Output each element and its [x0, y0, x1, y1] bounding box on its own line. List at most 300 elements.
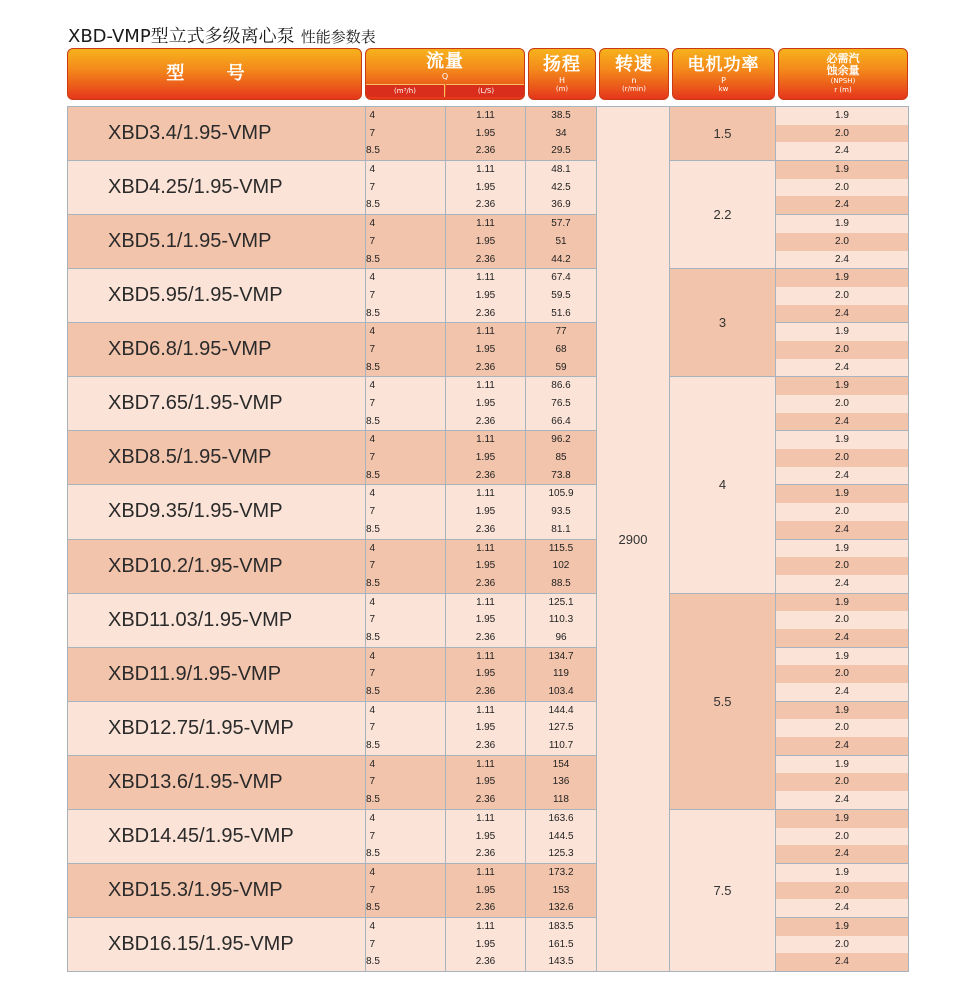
flow-ls-cell: [446, 755, 526, 809]
table-cell-value: 88.5: [551, 577, 571, 589]
table-cell-value: 2.4: [776, 305, 908, 323]
table-cell-value: 2.0: [776, 882, 908, 900]
table-cell-value: 8.5: [366, 686, 380, 697]
table-cell-value: 2.36: [475, 686, 496, 697]
table-cell-value: 1.95: [475, 938, 496, 950]
table-cell-value: 1.9: [776, 702, 908, 720]
flow-ls-cell: [446, 323, 526, 377]
table-cell-value: 7: [369, 343, 375, 355]
table-cell-value: 1.95: [475, 181, 496, 193]
table-cell-value: 154: [552, 758, 570, 770]
table-cell-value: 76.5: [551, 398, 571, 409]
flow-ls-cell: [446, 431, 526, 485]
table-cell-value: 1.11: [476, 596, 495, 608]
table-cell-value: 2.4: [776, 142, 908, 160]
table-cell-value: 118: [553, 794, 569, 806]
table-row: [68, 917, 909, 971]
table-cell-value: 1.95: [475, 668, 496, 680]
table-cell-value: 4: [369, 110, 375, 121]
table-cell-value: 7: [369, 398, 375, 409]
table-cell-value: 1.11: [476, 110, 495, 121]
table-cell-value: 2.4: [776, 953, 908, 971]
table-cell-value: 1.11: [476, 434, 495, 446]
header-npsh: [778, 48, 908, 100]
flow-m3h-cell: [366, 485, 446, 539]
table-cell-value: 125.3: [548, 848, 574, 860]
table-cell-value: 59.5: [551, 289, 571, 301]
table-cell-value: 1.95: [475, 506, 496, 518]
header-model: [67, 48, 362, 100]
model-name: XBD11.03/1.95-VMP: [68, 593, 366, 647]
table-cell-value: 102: [552, 560, 570, 572]
table-cell-value: 125.1: [548, 596, 574, 608]
table-cell-value: 173.2: [548, 866, 574, 878]
table-cell-value: 1.9: [776, 485, 908, 503]
table-cell-value: 4: [369, 920, 375, 932]
table-row: [68, 539, 909, 593]
npsh-cell: [776, 485, 909, 539]
table-row: [68, 593, 909, 647]
table-cell-value: 81.1: [551, 523, 571, 535]
model-name: XBD5.1/1.95-VMP: [68, 215, 366, 269]
header-head-label: 扬程: [543, 54, 581, 75]
table-cell-value: 2.36: [475, 848, 496, 860]
table-cell-value: 1.95: [475, 235, 496, 247]
header-flow: [365, 48, 525, 100]
flow-m3h-cell: [366, 269, 446, 323]
table-cell-value: 1.9: [776, 431, 908, 449]
table-cell-value: 183.5: [548, 920, 574, 932]
table-cell-value: 105.9: [548, 488, 574, 500]
table-cell-value: 4: [369, 542, 375, 554]
table-cell-value: 4: [369, 704, 375, 716]
power-cell: 7.5: [670, 809, 776, 971]
power-cell: 4: [670, 377, 776, 593]
npsh-cell: [776, 863, 909, 917]
table-cell-value: 2.36: [475, 145, 496, 157]
table-cell-value: 1.11: [476, 218, 495, 230]
table-cell-value: 7: [369, 830, 375, 842]
table-cell-value: 34: [555, 127, 567, 139]
flow-ls-cell: [446, 377, 526, 431]
table-cell-value: 8.5: [366, 794, 380, 806]
npsh-cell: [776, 323, 909, 377]
table-cell-value: 2.36: [475, 469, 496, 481]
header-power-label: 电机功率: [687, 55, 760, 75]
table-cell-value: 8.5: [366, 577, 380, 589]
table-cell-value: 66.4: [551, 415, 571, 427]
table-row: [68, 323, 909, 377]
table-cell-value: 1.9: [776, 864, 908, 882]
table-cell-value: 1.95: [475, 884, 496, 896]
table-cell-value: 7: [369, 938, 375, 950]
table-row: [68, 863, 909, 917]
table-cell-value: 7: [369, 452, 375, 464]
flow-m3h-cell: [366, 161, 446, 215]
table-cell-value: 68: [555, 343, 567, 355]
table-cell-value: 1.95: [475, 614, 496, 626]
table-cell-value: 2.36: [475, 307, 496, 319]
head-cell: [526, 323, 597, 377]
header-head: [528, 48, 596, 100]
model-name: XBD9.35/1.95-VMP: [68, 485, 366, 539]
table-cell-value: 1.11: [476, 758, 495, 770]
flow-m3h-cell: [366, 107, 446, 161]
header-model-label: 型 号: [166, 63, 263, 84]
table-cell-value: 1.95: [475, 398, 496, 409]
table-cell-value: 2.36: [475, 415, 496, 427]
flow-ls-cell: [446, 269, 526, 323]
table-cell-value: 7: [369, 560, 375, 572]
table-cell-value: 7: [369, 722, 375, 734]
table-cell-value: 2.4: [776, 899, 908, 917]
head-cell: [526, 755, 597, 809]
table-cell-value: 29.5: [551, 145, 571, 157]
table-cell-value: 8.5: [366, 469, 380, 481]
flow-m3h-cell: [366, 863, 446, 917]
table-cell-value: 85: [555, 452, 567, 464]
flow-ls-cell: [446, 701, 526, 755]
header-power-unit: kw: [718, 85, 729, 93]
title-sub: 性能参数表: [300, 28, 376, 46]
table-cell-value: 2.36: [475, 361, 496, 373]
table-cell-value: 2.36: [475, 902, 496, 914]
npsh-cell: [776, 701, 909, 755]
table-cell-value: 1.11: [476, 488, 495, 500]
flow-ls-cell: [446, 593, 526, 647]
head-cell: [526, 377, 597, 431]
table-cell-value: 2.0: [776, 125, 908, 143]
model-name: XBD4.25/1.95-VMP: [68, 161, 366, 215]
table-cell-value: 2.4: [776, 467, 908, 485]
head-cell: [526, 269, 597, 323]
flow-ls-cell: [446, 647, 526, 701]
table-cell-value: 2.4: [776, 359, 908, 377]
table-cell-value: 4: [369, 488, 375, 500]
table-cell-value: 2.0: [776, 719, 908, 737]
table-cell-value: 2.0: [776, 503, 908, 521]
table-cell-value: 1.9: [776, 377, 908, 395]
table-cell-value: 38.5: [551, 110, 571, 121]
table-cell-value: 36.9: [551, 199, 571, 211]
table-cell-value: 1.9: [776, 323, 908, 341]
head-cell: [526, 431, 597, 485]
flow-ls-cell: [446, 107, 526, 161]
table-cell-value: 2.0: [776, 611, 908, 629]
power-cell: 2.2: [670, 161, 776, 269]
table-cell-value: 48.1: [551, 164, 571, 176]
table-cell-value: 77: [555, 326, 567, 338]
flow-m3h-cell: [366, 755, 446, 809]
table-cell-value: 2.36: [475, 794, 496, 806]
header-power-symbol: P: [721, 76, 726, 85]
table-cell-value: 1.9: [776, 215, 908, 233]
table-cell-value: 8.5: [366, 523, 380, 535]
table-cell-value: 8.5: [366, 631, 380, 643]
table-cell-value: 163.6: [548, 812, 574, 824]
table-cell-value: 132.6: [548, 902, 574, 914]
table-cell-value: 4: [369, 650, 375, 662]
model-name: XBD16.15/1.95-VMP: [68, 917, 366, 971]
table-cell-value: 8.5: [366, 199, 380, 211]
table-cell-value: 1.95: [475, 289, 496, 301]
table-row: [68, 647, 909, 701]
table-cell-value: 51: [555, 235, 567, 247]
table-cell-value: 1.95: [475, 722, 496, 734]
table-cell-value: 2.4: [776, 251, 908, 269]
power-cell: 3: [670, 269, 776, 377]
table-cell-value: 1.11: [476, 542, 495, 554]
table-cell-value: 2.0: [776, 395, 908, 413]
table-cell-value: 1.11: [476, 272, 495, 284]
table-row: [68, 107, 909, 161]
flow-m3h-cell: [366, 809, 446, 863]
page-title: [68, 22, 376, 46]
model-name: XBD5.95/1.95-VMP: [68, 269, 366, 323]
table-cell-value: 2.4: [776, 683, 908, 701]
npsh-cell: [776, 269, 909, 323]
table-cell-value: 143.5: [548, 956, 574, 968]
table-cell-value: 8.5: [366, 307, 380, 319]
table-cell-value: 67.4: [551, 272, 571, 284]
flow-m3h-cell: [366, 917, 446, 971]
head-cell: [526, 809, 597, 863]
npsh-cell: [776, 377, 909, 431]
model-name: XBD11.9/1.95-VMP: [68, 647, 366, 701]
table-cell-value: 2.36: [475, 956, 496, 968]
table-cell-value: 96.2: [551, 434, 571, 446]
table-cell-value: 1.11: [476, 920, 495, 932]
table-row: [68, 161, 909, 215]
table-row: [68, 377, 909, 431]
speed-cell: 2900: [597, 107, 670, 972]
table-row: [68, 755, 909, 809]
table-cell-value: 8.5: [366, 848, 380, 860]
table-row: [68, 701, 909, 755]
table-cell-value: 115.5: [548, 542, 574, 554]
table-cell-value: 8.5: [366, 145, 380, 157]
table-cell-value: 1.9: [776, 107, 908, 125]
table-cell-value: 2.36: [475, 740, 496, 752]
table-cell-value: 2.4: [776, 845, 908, 863]
model-name: XBD3.4/1.95-VMP: [68, 107, 366, 161]
head-cell: [526, 485, 597, 539]
table-cell-value: 96: [555, 631, 567, 643]
table-cell-value: 2.0: [776, 936, 908, 954]
table-cell-value: 1.95: [475, 127, 496, 139]
title-main: XBD-VMP型立式多级离心泵: [68, 26, 295, 47]
flow-ls-cell: [446, 539, 526, 593]
table-cell-value: 144.5: [548, 830, 574, 842]
model-name: XBD7.65/1.95-VMP: [68, 377, 366, 431]
table-cell-value: 2.0: [776, 287, 908, 305]
table-cell-value: 1.11: [476, 326, 495, 338]
header-power: [672, 48, 775, 100]
table-cell-value: 1.95: [475, 452, 496, 464]
performance-table: [67, 106, 909, 972]
model-name: XBD6.8/1.95-VMP: [68, 323, 366, 377]
table-cell-value: 8.5: [366, 740, 380, 752]
table-cell-value: 103.4: [548, 686, 574, 697]
table-cell-value: 4: [369, 434, 375, 446]
model-name: XBD15.3/1.95-VMP: [68, 863, 366, 917]
flow-m3h-cell: [366, 323, 446, 377]
table-cell-value: 2.0: [776, 179, 908, 197]
table-cell-value: 1.9: [776, 918, 908, 936]
model-name: XBD13.6/1.95-VMP: [68, 755, 366, 809]
table-cell-value: 8.5: [366, 361, 380, 373]
table-cell-value: 7: [369, 884, 375, 896]
table-cell-value: 7: [369, 181, 375, 193]
table-cell-value: 7: [369, 235, 375, 247]
table-row: [68, 215, 909, 269]
table-cell-value: 1.9: [776, 648, 908, 666]
table-cell-value: 1.9: [776, 756, 908, 774]
power-cell: 5.5: [670, 593, 776, 809]
table-cell-value: 86.6: [551, 380, 571, 392]
table-cell-value: 4: [369, 812, 375, 824]
table-cell-value: 2.0: [776, 773, 908, 791]
table-cell-value: 2.0: [776, 828, 908, 846]
table-cell-value: 7: [369, 776, 375, 788]
table-row: [68, 431, 909, 485]
table-cell-value: 4: [369, 758, 375, 770]
table-cell-value: 7: [369, 614, 375, 626]
table-cell-value: 161.5: [548, 938, 574, 950]
table-cell-value: 4: [369, 164, 375, 176]
table-cell-value: 2.4: [776, 575, 908, 593]
table-cell-value: 2.4: [776, 521, 908, 539]
table-cell-value: 153: [552, 884, 570, 896]
table-cell-value: 2.36: [475, 253, 496, 265]
table-cell-value: 51.6: [551, 307, 571, 319]
table-cell-value: 93.5: [551, 506, 571, 518]
flow-ls-cell: [446, 809, 526, 863]
table-cell-value: 1.11: [476, 164, 495, 176]
table-cell-value: 8.5: [366, 253, 380, 265]
table-cell-value: 7: [369, 668, 375, 680]
table-cell-value: 1.95: [475, 560, 496, 572]
table-cell-value: 7: [369, 506, 375, 518]
table-cell-value: 2.36: [475, 199, 496, 211]
table-cell-value: 1.11: [476, 650, 495, 662]
head-cell: [526, 593, 597, 647]
npsh-cell: [776, 647, 909, 701]
table-cell-value: 2.4: [776, 629, 908, 647]
table-cell-value: 44.2: [551, 253, 571, 265]
table-cell-value: 1.11: [476, 380, 495, 392]
flow-m3h-cell: [366, 431, 446, 485]
header-npsh-line1: 必需汽: [826, 52, 860, 65]
header-flow-label: 流量: [426, 51, 464, 72]
npsh-cell: [776, 917, 909, 971]
table-cell-value: 110.3: [548, 614, 574, 626]
model-name: XBD8.5/1.95-VMP: [68, 431, 366, 485]
table-cell-value: 144.4: [548, 704, 574, 716]
table-cell-value: 134.7: [548, 650, 574, 662]
table-cell-value: 59: [555, 361, 567, 373]
table-cell-value: 2.4: [776, 413, 908, 431]
table-cell-value: 4: [369, 218, 375, 230]
flow-m3h-cell: [366, 215, 446, 269]
table-cell-value: 1.11: [476, 704, 495, 716]
npsh-cell: [776, 593, 909, 647]
table-cell-value: 119: [553, 668, 569, 680]
table-cell-value: 2.36: [475, 631, 496, 643]
table-cell-value: 4: [369, 380, 375, 392]
npsh-cell: [776, 539, 909, 593]
header-npsh-symbol: (NPSH): [830, 77, 856, 85]
table-cell-value: 8.5: [366, 415, 380, 427]
table-cell-value: 1.95: [475, 776, 496, 788]
table-cell-value: 8.5: [366, 956, 380, 968]
header-speed-unit: (r/min): [622, 85, 646, 93]
npsh-cell: [776, 215, 909, 269]
flow-ls-cell: [446, 485, 526, 539]
table-cell-value: 4: [369, 866, 375, 878]
header-flow-unit-m3h: (m³/h): [366, 84, 445, 97]
flow-m3h-cell: [366, 593, 446, 647]
head-cell: [526, 701, 597, 755]
head-cell: [526, 539, 597, 593]
table-cell-value: 110.7: [548, 740, 574, 752]
table-cell-value: 2.0: [776, 341, 908, 359]
table-cell-value: 136: [552, 776, 570, 788]
header-speed: [599, 48, 669, 100]
flow-ls-cell: [446, 161, 526, 215]
model-name: XBD14.45/1.95-VMP: [68, 809, 366, 863]
table-row: [68, 269, 909, 323]
table-cell-value: 2.4: [776, 196, 908, 214]
header-npsh-unit: r (m): [834, 86, 852, 94]
table-cell-value: 7: [369, 127, 375, 139]
npsh-cell: [776, 161, 909, 215]
table-cell-value: 2.36: [475, 577, 496, 589]
table-cell-value: 4: [369, 596, 375, 608]
flow-m3h-cell: [366, 647, 446, 701]
header-flow-unit-ls: (L/S): [446, 84, 525, 97]
model-name: XBD10.2/1.95-VMP: [68, 539, 366, 593]
flow-ls-cell: [446, 863, 526, 917]
head-cell: [526, 161, 597, 215]
npsh-cell: [776, 107, 909, 161]
table-cell-value: 2.36: [475, 523, 496, 535]
table-cell-value: 4: [369, 272, 375, 284]
table-cell-value: 7: [369, 289, 375, 301]
power-cell: 1.5: [670, 107, 776, 161]
table-cell-value: 2.4: [776, 791, 908, 809]
table-cell-value: 2.0: [776, 665, 908, 683]
table-cell-value: 1.95: [475, 830, 496, 842]
table-cell-value: 1.9: [776, 161, 908, 179]
table-cell-value: 8.5: [366, 902, 380, 914]
table-cell-value: 1.9: [776, 594, 908, 612]
header-npsh-line2: 蚀余量: [826, 64, 860, 77]
flow-ls-cell: [446, 215, 526, 269]
table-cell-value: 127.5: [548, 722, 574, 734]
table-cell-value: 57.7: [551, 218, 571, 230]
header-head-symbol: H: [558, 76, 565, 85]
header-flow-symbol: Q: [441, 72, 449, 81]
table-row: [68, 809, 909, 863]
table-cell-value: 2.0: [776, 449, 908, 467]
table-cell-value: 1.9: [776, 810, 908, 828]
npsh-cell: [776, 431, 909, 485]
flow-m3h-cell: [366, 377, 446, 431]
npsh-cell: [776, 755, 909, 809]
npsh-cell: [776, 809, 909, 863]
table-cell-value: 1.11: [476, 866, 495, 878]
